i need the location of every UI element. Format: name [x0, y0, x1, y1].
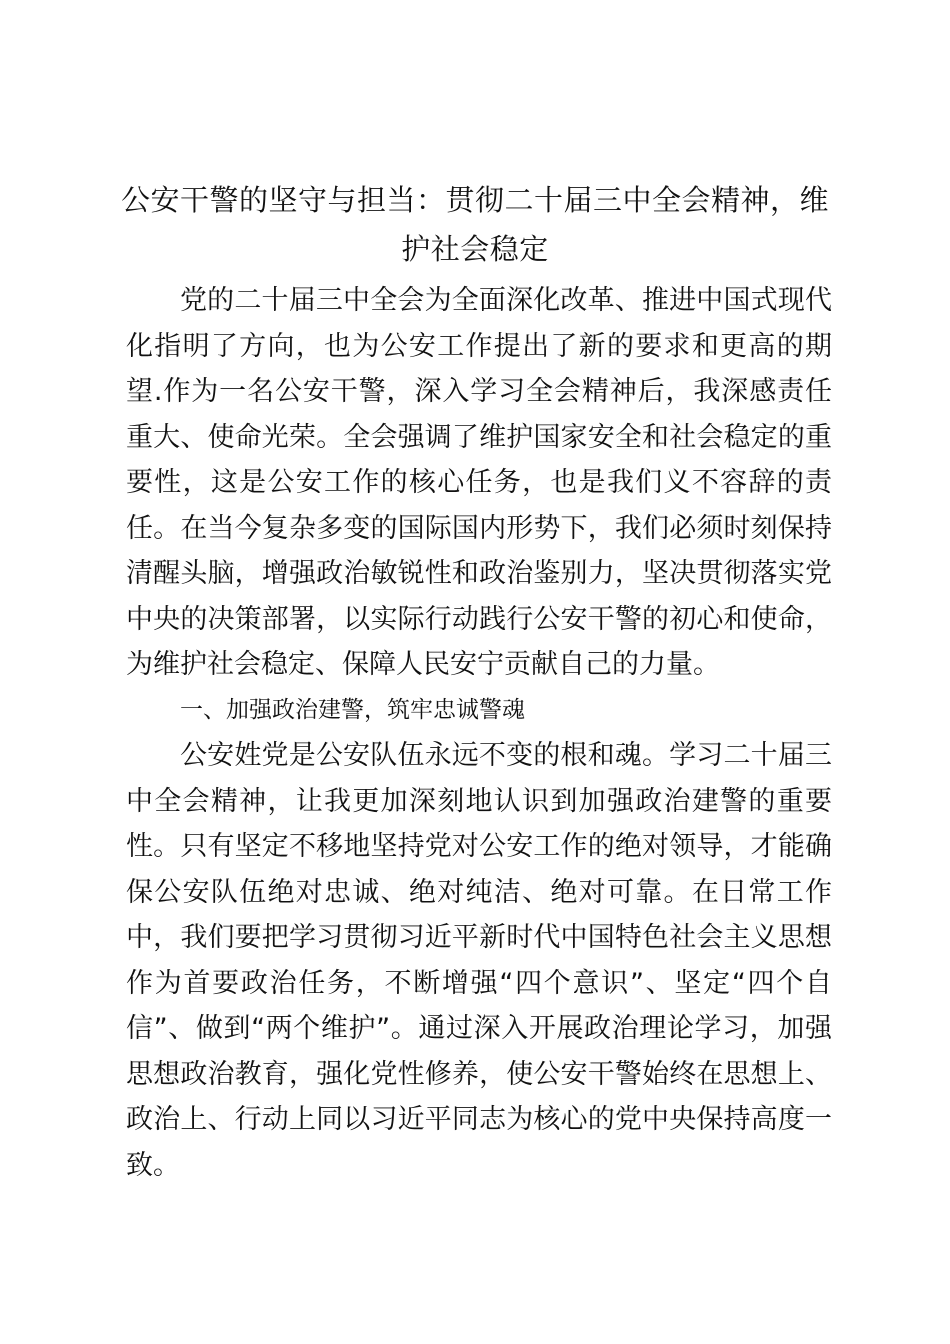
document-title: 公安干警的坚守与担当：贯彻二十届三中全会精神，维护社会稳定 [120, 183, 829, 266]
document-body [126, 278, 832, 1188]
intro-paragraph: 党的二十届三中全会为全面深化改革、推进中国式现代化指明了方向，也为公安工作提出了新的要求和更高的期望.作为一名公安干警，深入学习全会精神后，我深感责任重大、使命光荣。全会强调了维护国家安全和社会稳定的重要性，这是公安工作的核心任务，也是我们义不容辞的责任。在当今复杂多变的国际国内形势下，我们必须时刻保持清醒头脑，增强政治敏锐性和政治鉴别力，坚决贯彻落实党中央的决策部署，以实际行动践行公安干警的初心和使命，为维护社会稳定、保障人民安宁贡献自己的力量。 [126, 285, 832, 680]
section-paragraph: 公安姓党是公安队伍永远不变的根和魂。学习二十届三中全会精神，让我更加深刻地认识到加强政治建警的重要性。只有坚定不移地坚持党对公安工作的绝对领导，才能确保公安队伍绝对忠诚、绝对纯洁、绝对可靠。在日常工作中，我们要把学习贯彻习近平新时代中国特色社会主义思想作为首要政治任务，不断增强“四个意识”、坚定“四个自信”、做到“两个维护”。通过深入开展政治理论学习，加强思想政治教育，强化党性修养，使公安干警始终在思想上、政治上、行动上同以习近平同志为核心的党中央保持高度一致。 [126, 740, 832, 1181]
section-heading: 一、加强政治建警，筑牢忠诚警魂 [180, 696, 525, 723]
